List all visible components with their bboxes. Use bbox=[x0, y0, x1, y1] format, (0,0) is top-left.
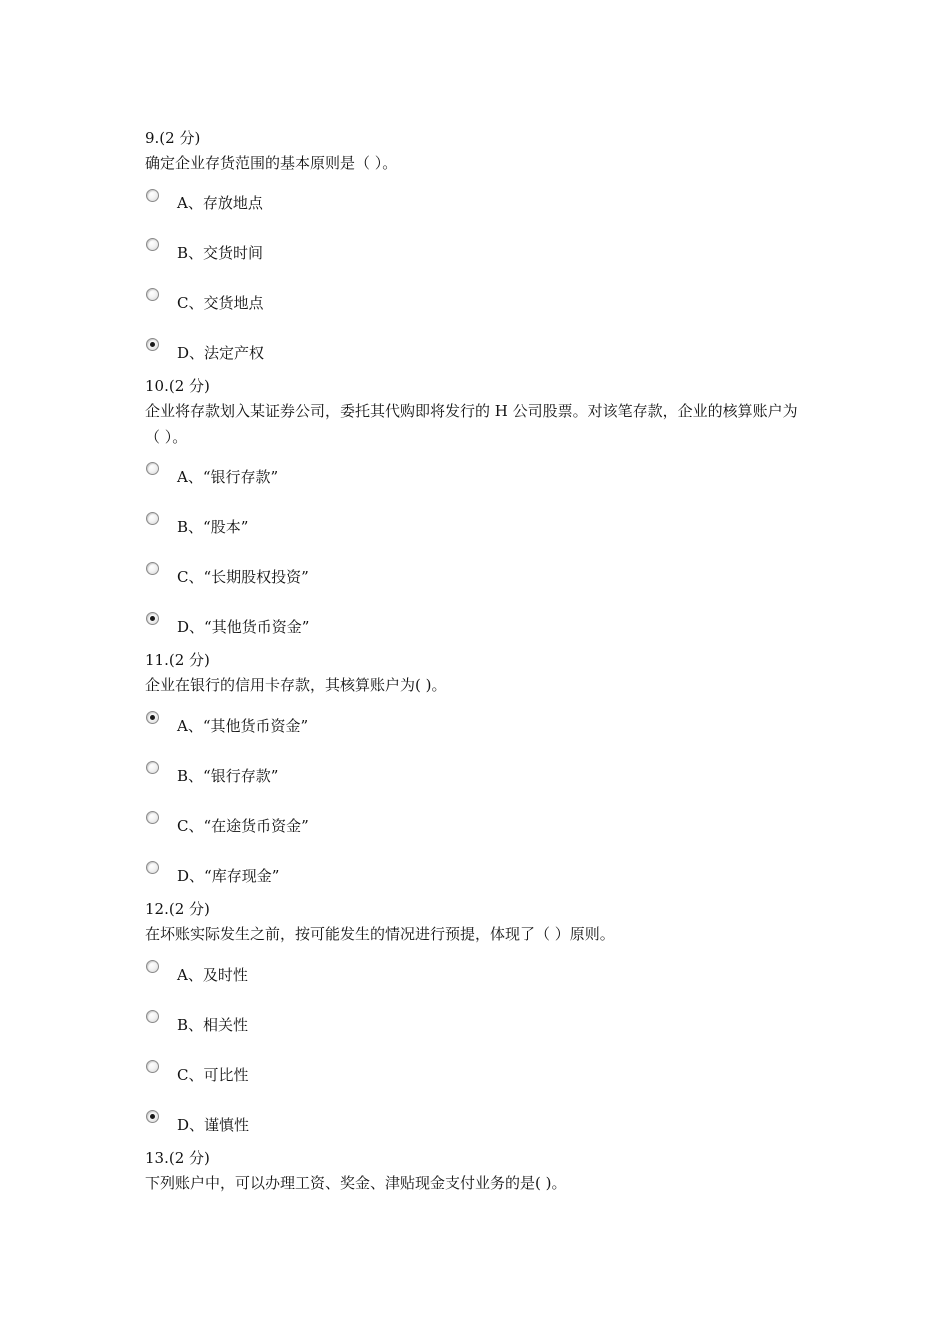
radio-selected-dot bbox=[150, 342, 155, 347]
question-9-option-b-label[interactable]: B、交货时间 bbox=[177, 244, 264, 262]
question-9-option-a-label[interactable]: A、存放地点 bbox=[177, 194, 263, 212]
question-12-option-c-label[interactable]: C、可比性 bbox=[177, 1066, 249, 1084]
question-10-stem: 企业将存款划入某证券公司，委托其代购即将发行的 H 公司股票。对该笔存款，企业的核算账户为（ ）。 bbox=[145, 402, 798, 446]
question-11-option-a-radio[interactable] bbox=[146, 711, 159, 724]
question-11-option-a-label[interactable]: A、“其他货币资金” bbox=[177, 717, 309, 735]
question-11-option-b-radio[interactable] bbox=[146, 761, 159, 774]
question-9-option-b-radio[interactable] bbox=[146, 238, 159, 251]
question-10-header: 10.(2 分) bbox=[145, 377, 210, 395]
question-9-option-d-label[interactable]: D、法定产权 bbox=[177, 344, 265, 362]
question-9-option-a-radio[interactable] bbox=[146, 189, 159, 202]
question-13-stem: 下列账户中，可以办理工资、奖金、津贴现金支付业务的是( )。 bbox=[145, 1174, 567, 1192]
question-9-header: 9.(2 分) bbox=[145, 129, 201, 147]
question-10-option-a-label[interactable]: A、“银行存款” bbox=[177, 468, 279, 486]
question-10-option-a-radio[interactable] bbox=[146, 462, 159, 475]
question-11-stem: 企业在银行的信用卡存款，其核算账户为( )。 bbox=[145, 676, 447, 694]
question-11-option-d-label[interactable]: D、“库存现金” bbox=[177, 867, 280, 885]
radio-selected-dot bbox=[150, 715, 155, 720]
question-12-option-d-radio[interactable] bbox=[146, 1110, 159, 1123]
question-10-option-b-label[interactable]: B、“股本” bbox=[177, 518, 249, 536]
question-9-option-c-label[interactable]: C、交货地点 bbox=[177, 294, 264, 312]
question-12-header: 12.(2 分) bbox=[145, 900, 210, 918]
question-10-option-c-radio[interactable] bbox=[146, 562, 159, 575]
question-11-option-d-radio[interactable] bbox=[146, 861, 159, 874]
question-9-option-c-radio[interactable] bbox=[146, 288, 159, 301]
question-10-option-b-radio[interactable] bbox=[146, 512, 159, 525]
question-11-option-c-radio[interactable] bbox=[146, 811, 159, 824]
question-12-option-c-radio[interactable] bbox=[146, 1060, 159, 1073]
question-12-option-b-radio[interactable] bbox=[146, 1010, 159, 1023]
question-9-option-d-radio[interactable] bbox=[146, 338, 159, 351]
question-10-option-c-label[interactable]: C、“长期股权投资” bbox=[177, 568, 309, 586]
question-13-header: 13.(2 分) bbox=[145, 1149, 210, 1167]
radio-selected-dot bbox=[150, 1114, 155, 1119]
question-12-stem: 在坏账实际发生之前，按可能发生的情况进行预提，体现了（ ）原则。 bbox=[145, 925, 615, 943]
question-12-option-b-label[interactable]: B、相关性 bbox=[177, 1016, 249, 1034]
question-11-header: 11.(2 分) bbox=[145, 651, 210, 669]
question-12-option-d-label[interactable]: D、谨慎性 bbox=[177, 1116, 250, 1134]
question-10-option-d-radio[interactable] bbox=[146, 612, 159, 625]
radio-selected-dot bbox=[150, 616, 155, 621]
question-12-option-a-radio[interactable] bbox=[146, 960, 159, 973]
question-11-option-c-label[interactable]: C、“在途货币资金” bbox=[177, 817, 309, 835]
question-12-option-a-label[interactable]: A、及时性 bbox=[177, 966, 248, 984]
question-11-option-b-label[interactable]: B、“银行存款” bbox=[177, 767, 279, 785]
question-10-option-d-label[interactable]: D、“其他货币资金” bbox=[177, 618, 310, 636]
question-9-stem: 确定企业存货范围的基本原则是（ ）。 bbox=[145, 154, 398, 172]
